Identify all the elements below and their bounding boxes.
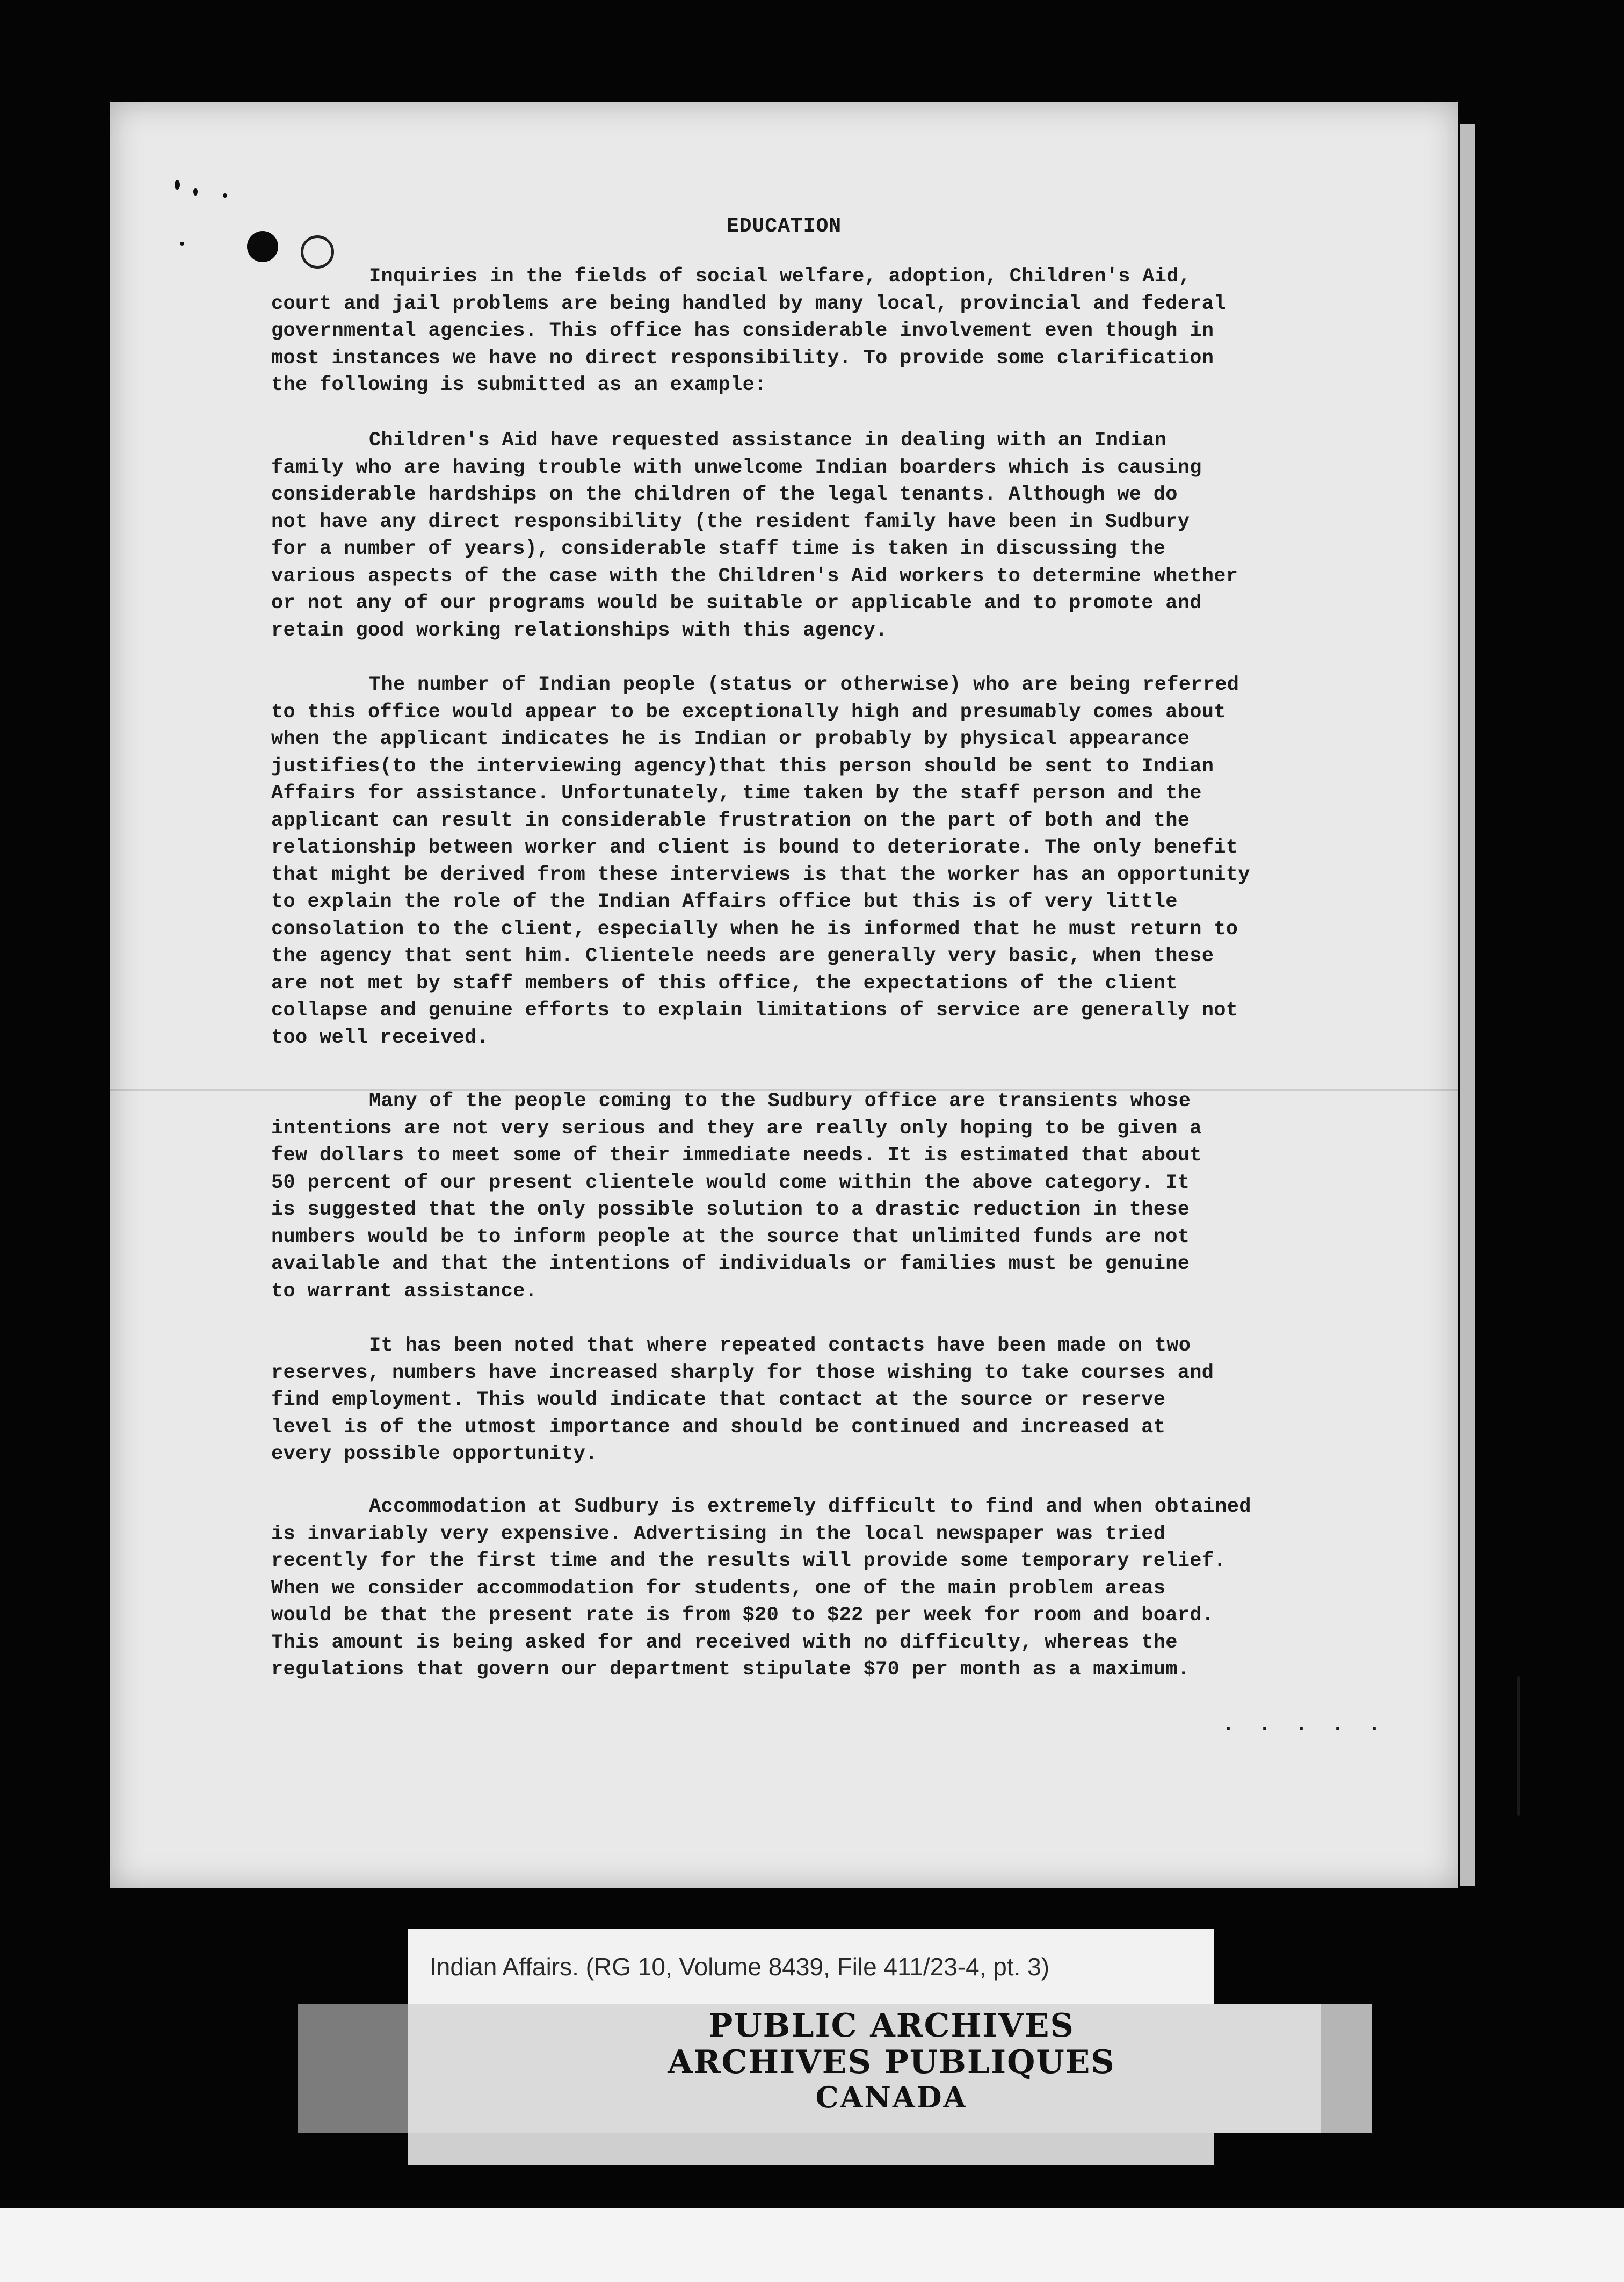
speck-mark bbox=[180, 242, 184, 246]
archive-stamp-band bbox=[298, 2004, 1372, 2133]
page-edge bbox=[1460, 124, 1475, 1886]
text-line: too well received. bbox=[271, 1026, 489, 1049]
text-line: most instances we have no direct responsibility. To provide some clarification bbox=[271, 346, 1214, 370]
text-line: few dollars to meet some of their immediate needs. It is estimated that about bbox=[271, 1144, 1202, 1167]
archive-reference-text: Indian Affairs. (RG 10, Volume 8439, File 411/23-4, pt. 3) bbox=[430, 1953, 1050, 1981]
paragraph-5 bbox=[271, 1332, 1214, 1468]
paragraph-2 bbox=[271, 427, 1238, 644]
text-line: applicant can result in considerable frustration on the part of both and the bbox=[271, 809, 1190, 832]
text-line: 50 percent of our present clientele would come within the above category. It bbox=[271, 1171, 1190, 1194]
text-line: to explain the role of the Indian Affairs office but this is of very little bbox=[271, 891, 1178, 913]
text-line: Inquiries in the fields of social welfare, adoption, Children's Aid, bbox=[369, 265, 1191, 288]
speck-mark bbox=[193, 188, 198, 196]
text-line: every possible opportunity. bbox=[271, 1443, 598, 1465]
stamp-line-1: PUBLIC ARCHIVES bbox=[708, 2007, 1075, 2045]
page-title: EDUCATION bbox=[726, 215, 842, 238]
text-line: is invariably very expensive. Advertising in the local newspaper was tried bbox=[271, 1522, 1166, 1546]
text-line: intentions are not very serious and they are really only hoping to be given a bbox=[271, 1117, 1202, 1140]
text-line: Accommodation at Sudbury is extremely difficult to find and when obtained bbox=[369, 1496, 1251, 1518]
speck-mark bbox=[175, 180, 180, 190]
text-line: is suggested that the only possible solution to a drastic reduction in these bbox=[271, 1198, 1190, 1221]
text-line: regulations that govern our department stipulate $70 per month as a maximum. bbox=[271, 1658, 1190, 1681]
text-line: to this office would appear to be exceptionally high and presumably comes about bbox=[271, 701, 1226, 724]
text-line: consolation to the client, especially when he is informed that he must return to bbox=[271, 918, 1238, 941]
text-line: When we consider accommodation for students, one of the main problem areas bbox=[271, 1577, 1166, 1600]
text-line: for a number of years), considerable staff time is taken in discussing the bbox=[271, 538, 1166, 560]
text-line: the following is submitted as an example: bbox=[271, 374, 767, 396]
text-line: find employment. This would indicate that contact at the source or reserve bbox=[271, 1389, 1166, 1411]
paragraph-4 bbox=[271, 1088, 1202, 1305]
text-line: numbers would be to inform people at the source that unlimited funds are not bbox=[271, 1225, 1190, 1248]
paragraph-3 bbox=[271, 671, 1250, 1051]
text-line: level is of the utmost importance and should be continued and increased at bbox=[271, 1416, 1166, 1439]
text-line: governmental agencies. This office has considerable involvement even though in bbox=[271, 320, 1214, 342]
text-line: various aspects of the case with the Children's Aid workers to determine whether bbox=[271, 565, 1238, 588]
paragraph-1 bbox=[271, 263, 1226, 399]
text-line: available and that the intentions of individuals or families must be genuine bbox=[271, 1253, 1190, 1275]
text-line: It has been noted that where repeated contacts have been made on two bbox=[369, 1334, 1191, 1357]
text-line: court and jail problems are being handled by many local, provincial and federal bbox=[271, 292, 1226, 315]
margin-bracket-mark bbox=[1517, 1676, 1520, 1816]
text-line: would be that the present rate is from $20 to $22 per week for room and board. bbox=[271, 1604, 1214, 1627]
text-line: collapse and genuine efforts to explain limitations of service are generally not bbox=[271, 999, 1238, 1022]
stamp-shadow bbox=[298, 2004, 408, 2133]
text-line: not have any direct responsibility (the resident family have been in Sudbury bbox=[271, 510, 1190, 533]
text-line: that might be derived from these interviews is that the worker has an opportunity bbox=[271, 863, 1250, 886]
text-line: reserves, numbers have increased sharply for those wishing to take courses and bbox=[271, 1361, 1214, 1384]
speck-mark bbox=[223, 193, 227, 198]
document-page bbox=[110, 102, 1458, 1888]
text-line: the agency that sent him. Clientele needs are generally very basic, when these bbox=[271, 945, 1214, 967]
text-line: Children's Aid have requested assistance in dealing with an Indian bbox=[369, 429, 1167, 452]
text-line: to warrant assistance. bbox=[271, 1280, 538, 1303]
text-line: The number of Indian people (status or otherwise) who are being referred bbox=[369, 674, 1239, 696]
film-bottom-strip bbox=[0, 2208, 1624, 2282]
text-line: Affairs for assistance. Unfortunately, time taken by the staff person and the bbox=[271, 782, 1202, 805]
text-line: Many of the people coming to the Sudbury office are transients whose bbox=[369, 1090, 1191, 1113]
text-line: recently for the first time and the results will provide some temporary relief. bbox=[271, 1550, 1226, 1572]
text-line: when the applicant indicates he is Indian or probably by physical appearance bbox=[271, 728, 1190, 750]
archive-reference-label bbox=[408, 1929, 1214, 2004]
stamp-line-3: CANADA bbox=[815, 2080, 968, 2114]
text-line: justifies(to the interviewing agency)that this person should be sent to Indian bbox=[271, 755, 1214, 778]
text-line: relationship between worker and client is bound to deteriorate. The only benefit bbox=[271, 836, 1238, 859]
label-lower-band bbox=[408, 2133, 1214, 2165]
text-line: are not met by staff members of this office, the expectations of the client bbox=[271, 972, 1178, 995]
text-line: family who are having trouble with unwelcome Indian boarders which is causing bbox=[271, 456, 1202, 479]
continuation-dots: . . . . . bbox=[1222, 1713, 1387, 1737]
paragraph-6 bbox=[271, 1493, 1251, 1684]
archive-stamp bbox=[408, 2004, 1321, 2133]
stamp-line-2: ARCHIVES PUBLIQUES bbox=[668, 2043, 1115, 2081]
text-line: considerable hardships on the children of the legal tenants. Although we do bbox=[271, 483, 1178, 506]
text-line: or not any of our programs would be suitable or applicable and to promote and bbox=[271, 592, 1202, 615]
text-line: retain good working relationships with this agency. bbox=[271, 619, 888, 642]
text-line: This amount is being asked for and received with no difficulty, whereas the bbox=[271, 1631, 1178, 1654]
